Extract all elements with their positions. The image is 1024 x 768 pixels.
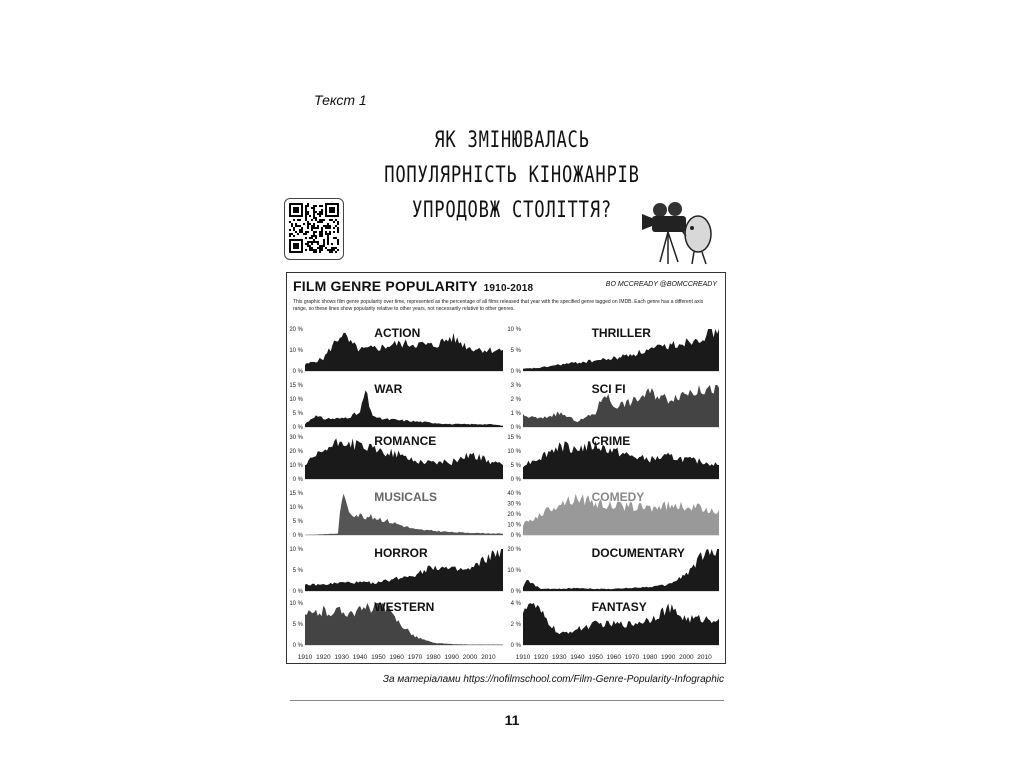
genre-infographic bbox=[286, 272, 726, 664]
x-tick-label: 1950 bbox=[588, 654, 603, 661]
y-tick-label: 0 % bbox=[292, 589, 303, 595]
genre-title: COMEDY bbox=[591, 490, 645, 504]
x-tick-label: 1970 bbox=[407, 654, 423, 661]
y-tick-label: 10 % bbox=[507, 522, 521, 529]
y-tick-label: 30 % bbox=[289, 435, 303, 441]
infographic-credit: BO MCCREADY @BOMCCREADY bbox=[605, 281, 717, 288]
genre-title: WESTERN bbox=[374, 600, 435, 614]
x-tick-label: 2010 bbox=[481, 654, 496, 661]
divider bbox=[290, 700, 724, 701]
genre-title: DOCUMENTARY bbox=[591, 546, 685, 560]
y-tick-label: 10 % bbox=[289, 547, 303, 553]
y-tick-label: 2 % bbox=[510, 622, 521, 628]
genre-title: MUSICALS bbox=[374, 490, 437, 504]
infographic-years: 1910-2018 bbox=[483, 283, 534, 294]
x-tick-label: 1930 bbox=[552, 654, 567, 661]
x-tick-label: 1920 bbox=[533, 654, 549, 661]
source-citation: За матеріалами https://nofilmschool.com/Film-Genre-Popularity-Infographic bbox=[382, 674, 724, 685]
page-number: 11 bbox=[504, 712, 520, 728]
x-tick-label: 1930 bbox=[334, 654, 349, 661]
y-tick-label: 15 % bbox=[289, 383, 303, 389]
y-tick-label: 0 % bbox=[510, 425, 521, 431]
page-title-line-1: ЯК ЗМІНЮВАЛАСЬ bbox=[434, 128, 590, 153]
y-tick-label: 20 % bbox=[289, 327, 303, 333]
y-tick-label: 5 % bbox=[292, 411, 303, 417]
y-tick-label: 0 % bbox=[510, 533, 521, 539]
y-tick-label: 1 % bbox=[510, 411, 521, 417]
y-tick-label: 5 % bbox=[292, 519, 303, 525]
y-tick-label: 4 % bbox=[510, 601, 521, 607]
y-tick-label: 10 % bbox=[507, 449, 521, 455]
y-tick-label: 10 % bbox=[289, 348, 303, 354]
x-tick-label: 2000 bbox=[462, 654, 478, 661]
y-tick-label: 0 % bbox=[292, 533, 303, 539]
genre-title: CRIME bbox=[591, 434, 631, 448]
y-tick-label: 10 % bbox=[289, 397, 303, 403]
y-tick-label: 20 % bbox=[289, 449, 303, 455]
x-tick-label: 1960 bbox=[606, 654, 621, 661]
y-tick-label: 10 % bbox=[289, 601, 303, 607]
y-tick-label: 5 % bbox=[510, 348, 521, 354]
y-tick-label: 20 % bbox=[507, 512, 521, 518]
y-tick-label: 15 % bbox=[507, 435, 521, 441]
y-tick-label: 0 % bbox=[510, 589, 521, 595]
x-tick-label: 1940 bbox=[352, 654, 368, 661]
y-tick-label: 0 % bbox=[510, 477, 521, 483]
y-tick-label: 5 % bbox=[510, 463, 521, 469]
y-tick-label: 0 % bbox=[292, 477, 303, 483]
genre-title: THRILLER bbox=[591, 326, 651, 340]
x-tick-label: 2000 bbox=[679, 654, 694, 661]
x-tick-label: 1920 bbox=[316, 654, 331, 661]
x-tick-label: 1940 bbox=[570, 654, 585, 661]
y-tick-label: 0 % bbox=[292, 643, 303, 649]
y-tick-label: 15 % bbox=[289, 491, 303, 497]
genre-title: WAR bbox=[374, 382, 403, 396]
x-tick-label: 1980 bbox=[642, 654, 658, 661]
genre-title: ACTION bbox=[374, 326, 421, 340]
y-tick-label: 0 % bbox=[510, 369, 521, 375]
qr-code-icon bbox=[284, 198, 344, 260]
x-tick-label: 2010 bbox=[697, 654, 712, 661]
x-tick-label: 1960 bbox=[389, 654, 404, 661]
y-tick-label: 0 % bbox=[510, 643, 521, 649]
genre-title: FANTASY bbox=[591, 600, 647, 614]
y-tick-label: 2 % bbox=[510, 397, 521, 403]
genre-area-war bbox=[305, 390, 503, 427]
text-label: Текст 1 bbox=[314, 92, 367, 108]
y-tick-label: 40 % bbox=[507, 491, 521, 497]
y-tick-label: 3 % bbox=[510, 383, 521, 389]
x-tick-label: 1910 bbox=[297, 654, 313, 661]
y-tick-label: 30 % bbox=[507, 501, 521, 508]
y-tick-label: 5 % bbox=[292, 622, 303, 628]
y-tick-label: 0 % bbox=[292, 369, 303, 375]
genre-title: HORROR bbox=[374, 546, 428, 560]
x-tick-label: 1990 bbox=[444, 654, 459, 661]
y-tick-label: 10 % bbox=[289, 463, 303, 469]
y-tick-label: 5 % bbox=[292, 568, 303, 574]
y-tick-label: 20 % bbox=[507, 547, 521, 553]
genre-title: ROMANCE bbox=[374, 434, 437, 448]
genre-charts bbox=[287, 273, 725, 663]
x-tick-label: 1980 bbox=[426, 654, 441, 661]
page-title-line-2: ПОПУЛЯРНІСТЬ КІНОЖАНРІВ bbox=[384, 163, 640, 188]
genre-title: SCI FI bbox=[591, 382, 626, 396]
y-tick-label: 10 % bbox=[289, 505, 303, 511]
y-tick-label: 10 % bbox=[507, 568, 521, 574]
x-tick-label: 1950 bbox=[371, 654, 386, 661]
infographic-description: This graphic shows film genre popularity over time, represented as the percentage of all films released that year with the specified genre tagged on IMDB. Each genre has a different axis range, so these lines show popularity relative to other years, not necessarily relative to other genres. bbox=[293, 299, 704, 312]
page-title-line-3: УПРОДОВЖ СТОЛІТТЯ? bbox=[411, 198, 612, 223]
infographic-title-text: FILM GENRE POPULARITY bbox=[293, 278, 478, 294]
x-tick-label: 1910 bbox=[515, 654, 531, 661]
x-tick-label: 1970 bbox=[624, 654, 640, 661]
x-tick-label: 1990 bbox=[660, 654, 676, 661]
y-tick-label: 10 % bbox=[507, 327, 521, 333]
y-tick-label: 0 % bbox=[292, 425, 303, 431]
film-camera-character-icon bbox=[640, 198, 720, 273]
